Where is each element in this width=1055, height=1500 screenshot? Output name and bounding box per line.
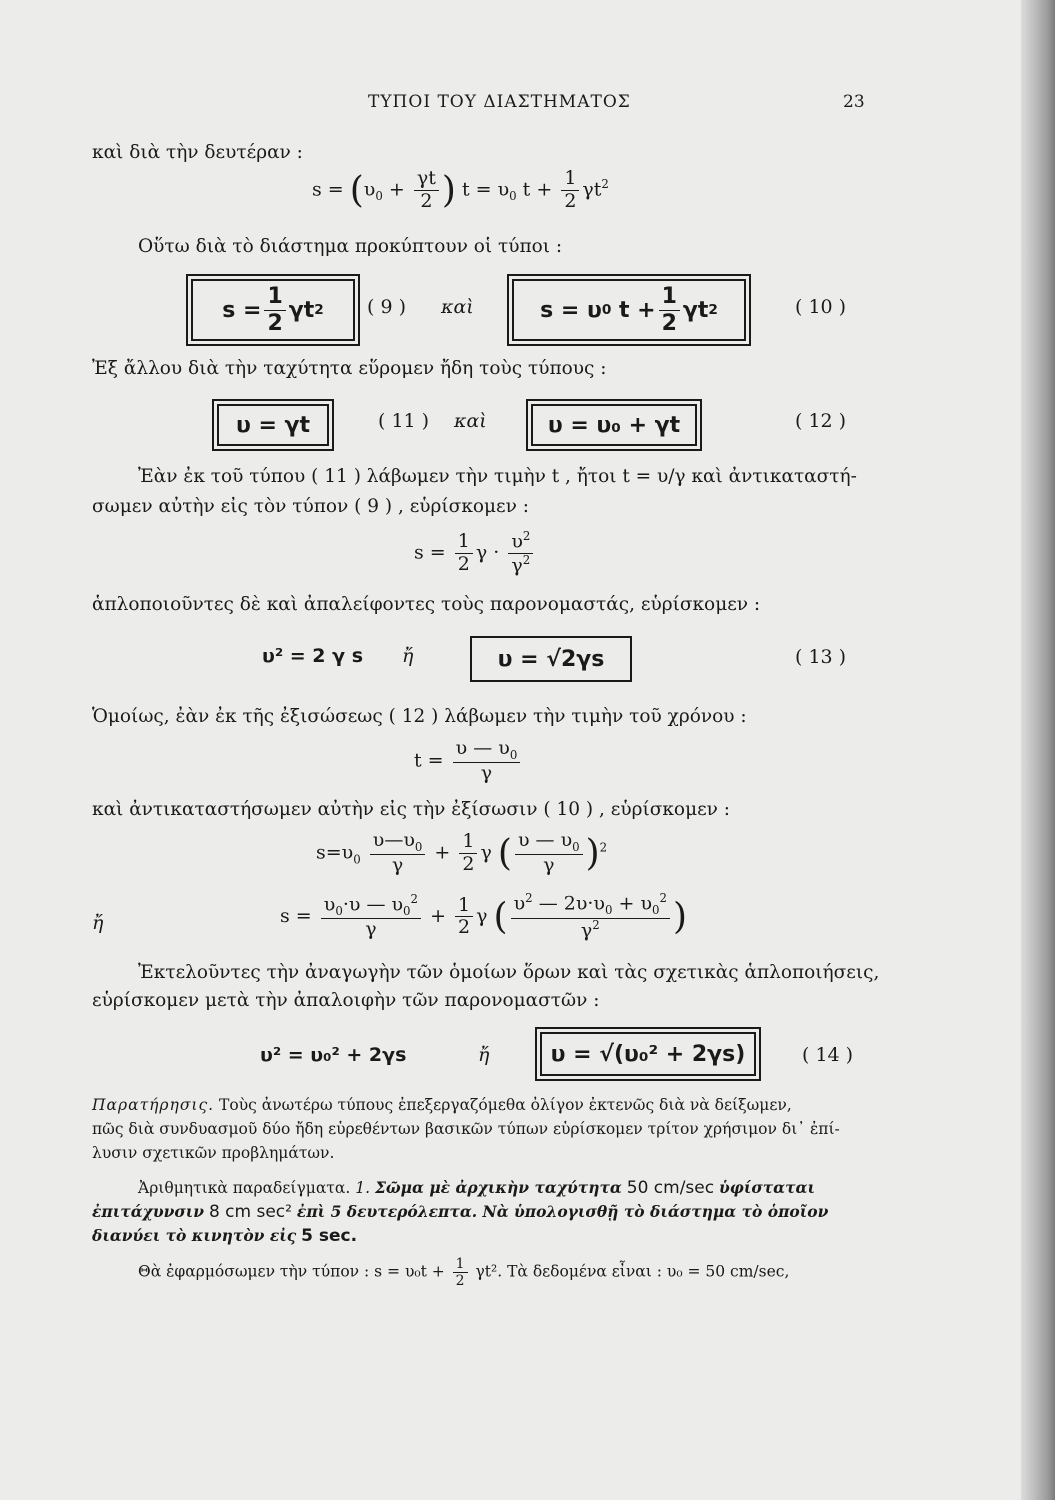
page-number: 23 — [843, 92, 865, 112]
text-line: Ὁμοίως, ἐὰν ἐκ τῆς ἐξισώσεως ( 12 ) λάβωμεν τὴν τιμὴν τοῦ χρόνου : — [92, 706, 747, 727]
formula-substitution: s = $\frac{1}{2}$ γ · $\frac{\upsilon^2}{\gamma^2}$ — [414, 530, 536, 577]
formula-expanded-1: $s=\upsilon_0$ $\frac{\upsilon—\upsilon_0}{\gamma}$ + $\frac{1}{2}$ γ ( $\frac{\upsilon — \upsilon_0}{\gamma}$ )$^2$ — [316, 829, 608, 877]
equation-number: ( 9 ) — [367, 296, 406, 318]
formula-14-left: υ² = υ₀² + 2γs — [260, 1044, 407, 1066]
text-line: σωμεν αὐτὴν εἰς τὸν τύπον ( 9 ) , εὑρίσκομεν : — [92, 496, 529, 517]
text-line: Ἐὰν ἐκ τοῦ τύπου ( 11 ) λάβωμεν τὴν τιμὴν t , ἤτοι t = υ/γ καὶ ἀντικαταστή- — [138, 466, 857, 487]
example-line: Ἀριθμητικὰ παραδείγματα. 1. Σῶμα μὲ ἀρχικὴν ταχύτητα 50 cm/sec ὑφίσταται — [138, 1178, 815, 1198]
formula-13-left: υ² = 2 γ s — [262, 645, 364, 667]
text-line: καὶ ἀντικαταστήσωμεν αὐτὴν εἰς τὴν ἐξίσωσιν ( 10 ) , εὑρίσκομεν : — [92, 799, 731, 820]
note-line — [92, 1096, 792, 1114]
text-line: Ἐξ ἄλλου διὰ τὴν ταχύτητα εὕρομεν ἤδη τοὺς τύπους : — [92, 358, 607, 379]
formula-time: t = $\frac{\upsilon — \upsilon_0}{\gamma}$ — [414, 738, 523, 785]
text-line: Οὕτω διὰ τὸ διάστημα προκύπτουν οἱ τύποι : — [138, 236, 563, 257]
formula-derivation: $s = (\upsilon_0$ + $\frac{\gamma t}{2}$ ) $t = \upsilon_0$ t + $\frac{1}{2}$ $\gamma t^2$ — [312, 167, 609, 212]
boxed-formula-14: υ = √(υ₀² + 2γs) — [540, 1032, 756, 1076]
text-line: Ἐκτελοῦντες τὴν ἀναγωγὴν τῶν ὁμοίων ὅρων καὶ τὰς σχετικὰς ἁπλοποιήσεις, — [138, 962, 880, 983]
conjunction-or: ἤ — [478, 1044, 490, 1066]
equation-number: ( 14 ) — [802, 1044, 854, 1066]
equation-number: ( 10 ) — [795, 296, 847, 318]
boxed-formula-12: υ = υ₀ + γt — [531, 404, 697, 446]
page-edge-shadow — [1021, 0, 1055, 1500]
boxed-formula-9: s = $\frac{1}{2}$ γt 2 — [191, 279, 355, 341]
boxed-formula-10: s = υ 0 t + $\frac{1}{2}$ γt 2 — [512, 279, 746, 341]
running-header: ΤΥΠΟΙ ΤΟΥ ΔΙΑΣΤΗΜΑΤΟΣ — [368, 92, 631, 112]
conjunction-or: ἤ — [402, 645, 414, 667]
examples-label: Ἀριθμητικὰ παραδείγματα. — [138, 1179, 351, 1197]
boxed-formula-13: υ = √2γs — [470, 636, 632, 682]
equation-number: ( 12 ) — [795, 410, 847, 432]
note-text: Τοὺς ἀνωτέρω τύπους ἐπεξεργαζόμεθα ὀλίγον ἐκτενῶς διὰ νὰ δείξωμεν, — [219, 1096, 792, 1114]
formula-expanded-2: s = $\frac{\upsilon_0\cdot\upsilon — \upsilon_0^2}{\gamma}$ + $\frac{1}{2}$ γ ( $\frac{\upsilon^2 — 2\upsilon\cdot\upsilon_0 + \upsilon_0^2}{\gamma^2}$ ) — [280, 891, 688, 941]
conjunction-or: ἤ — [92, 912, 104, 934]
text-line: καὶ διὰ τὴν δευτέραν : — [92, 142, 303, 163]
example-line: διανύει τὸ κινητὸν εἰς 5 sec. — [92, 1226, 358, 1246]
conjunction: καὶ — [454, 410, 487, 432]
apply-line: Θὰ ἐφαρμόσωμεν τὴν τύπον : s = υ₀t + $\frac{1}{2}$ γt². Τὰ δεδομένα εἶναι : υ₀ = 50 cm/sec, — [138, 1256, 790, 1290]
boxed-formula-11: υ = γt — [217, 404, 329, 446]
conjunction: καὶ — [441, 296, 474, 318]
text-line: ἁπλοποιοῦντες δὲ καὶ ἀπαλείφοντες τοὺς παρονομαστάς, εὑρίσκομεν : — [92, 594, 761, 615]
example-line: ἐπιτάχυνσιν 8 cm sec² ἐπὶ 5 δευτερόλεπτα. Νὰ ὑπολογισθῇ τὸ διάστημα τὸ ὁποῖον — [92, 1202, 829, 1222]
text-line: εὑρίσκομεν μετὰ τὴν ἀπαλοιφὴν τῶν παρονομαστῶν : — [92, 990, 600, 1011]
note-line: λυσιν σχετικῶν προβλημάτων. — [92, 1144, 335, 1162]
note-label: Παρατήρησις. — [92, 1096, 215, 1114]
equation-number: ( 11 ) — [378, 410, 430, 432]
note-line: πῶς διὰ συνδυασμοῦ δύο ἤδη εὑρεθέντων βασικῶν τύπων εὑρίσκομεν τρίτον χρήσιμον δι᾽ ἐπί- — [92, 1120, 840, 1138]
equation-number: ( 13 ) — [795, 646, 847, 668]
